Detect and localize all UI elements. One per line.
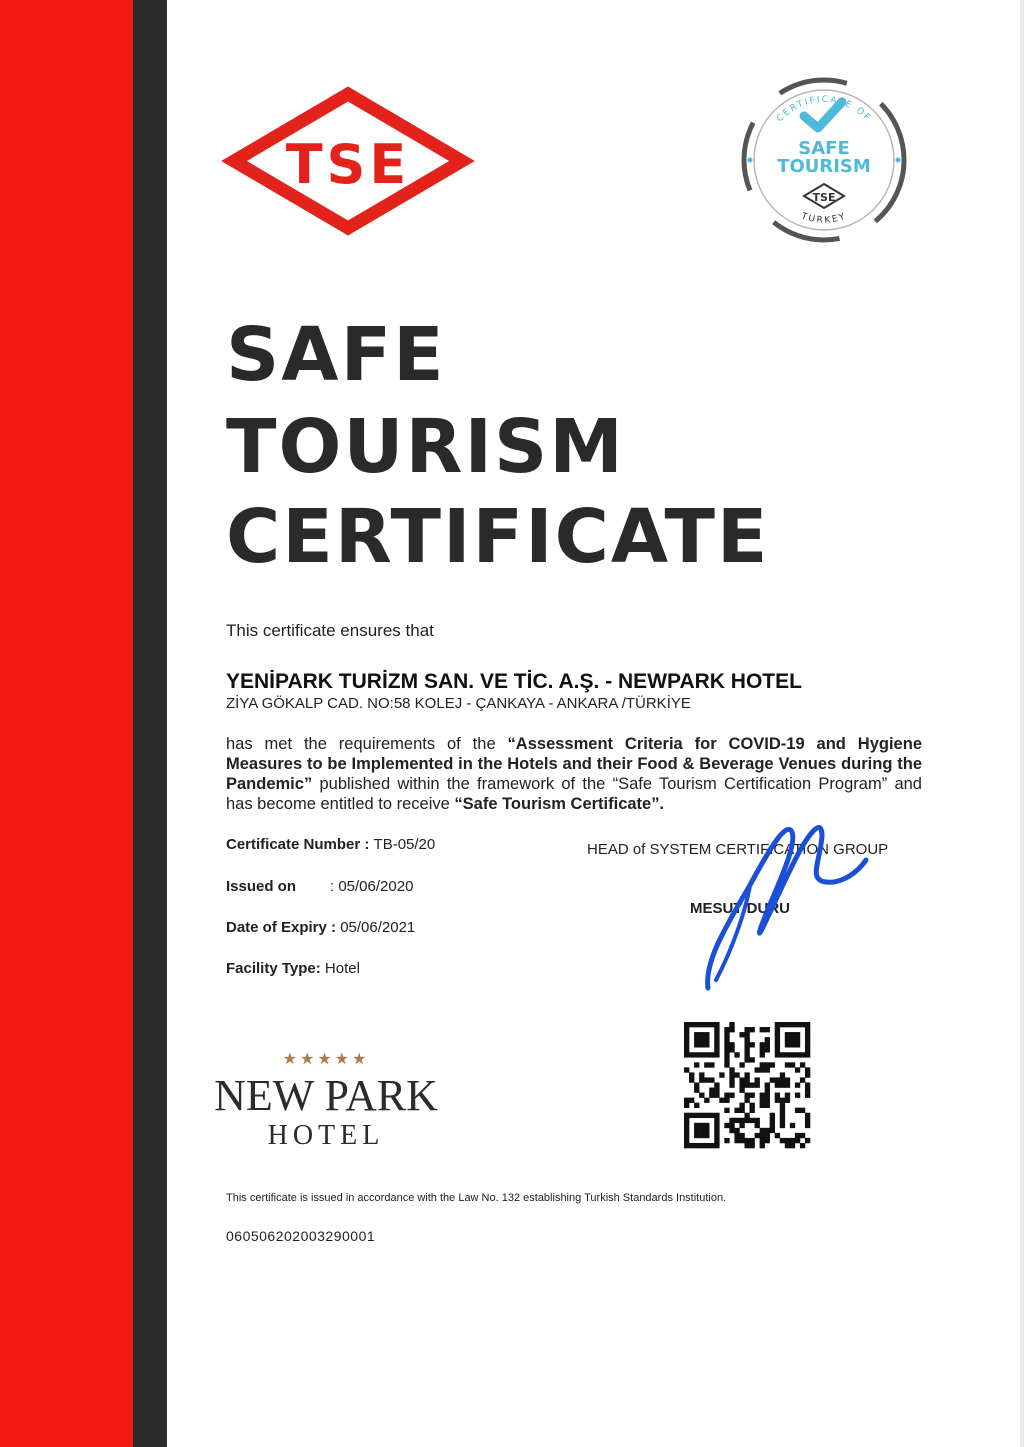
red-side-band	[0, 0, 133, 1447]
intro-text: This certificate ensures that	[226, 621, 434, 640]
logo-word1: NEW PARK	[214, 1071, 438, 1120]
date-of-expiry: Date of Expiry : 05/06/2021	[226, 919, 416, 936]
company-address: ZİYA GÖKALP CAD. NO:58 KOLEJ - ÇANKAYA - ANKARA /TÜRKİYE	[226, 695, 691, 712]
dark-side-band	[133, 0, 167, 1447]
newpark-hotel-logo	[214, 1044, 438, 1154]
issued-on: Issued on : 05/06/2020	[226, 878, 414, 895]
logo-stars: ★★★★★	[282, 1049, 370, 1068]
badge-emblem: TSE	[812, 191, 836, 204]
certificate-number: Certificate Number : TB-05/20	[226, 836, 436, 853]
serial-number: 060506202003290001	[226, 1228, 376, 1244]
page-edge	[1020, 0, 1024, 1447]
headline-line-2: TOURISM	[226, 404, 625, 490]
handwritten-signature	[690, 790, 910, 995]
company-name: YENİPARK TURİZM SAN. VE TİC. A.Ş. - NEWPARK HOTEL	[226, 670, 802, 693]
signatory-title: HEAD of SYSTEM CERTIFICATION GROUP	[587, 841, 889, 858]
qr-code	[684, 1022, 810, 1148]
signatory-name: MESUT DURU	[690, 900, 790, 917]
headline-line-1: SAFE	[226, 312, 446, 398]
badge-line2: TOURISM	[777, 156, 871, 177]
badge-bottom-arc: TURKEY	[799, 211, 849, 226]
certificate-statement: has met the requirements of the “Assessment Criteria for COVID-19 and Hygiene Measures to be Implemented in the Hotels and their Food & Beverage Venues during the Pandemic” published within the framework of the “Safe Tourism Certification Program” and has become entitled to receive “Safe Tourism Certificate”.	[226, 735, 922, 813]
tse-logo	[226, 88, 470, 234]
legal-footer: This certificate is issued in accordance with the Law No. 132 establishing Turkish Standards Institution.	[226, 1192, 727, 1204]
badge-line1: SAFE	[798, 138, 850, 159]
headline-line-3: CERTIFICATE	[226, 494, 770, 580]
tse-logo-text: TSE	[285, 133, 411, 196]
logo-word2: HOTEL	[267, 1120, 385, 1151]
safe-tourism-badge	[738, 72, 910, 248]
badge-top-arc: CERTIFICATE OF	[774, 94, 874, 125]
facility-type: Facility Type: Hotel	[226, 960, 360, 977]
